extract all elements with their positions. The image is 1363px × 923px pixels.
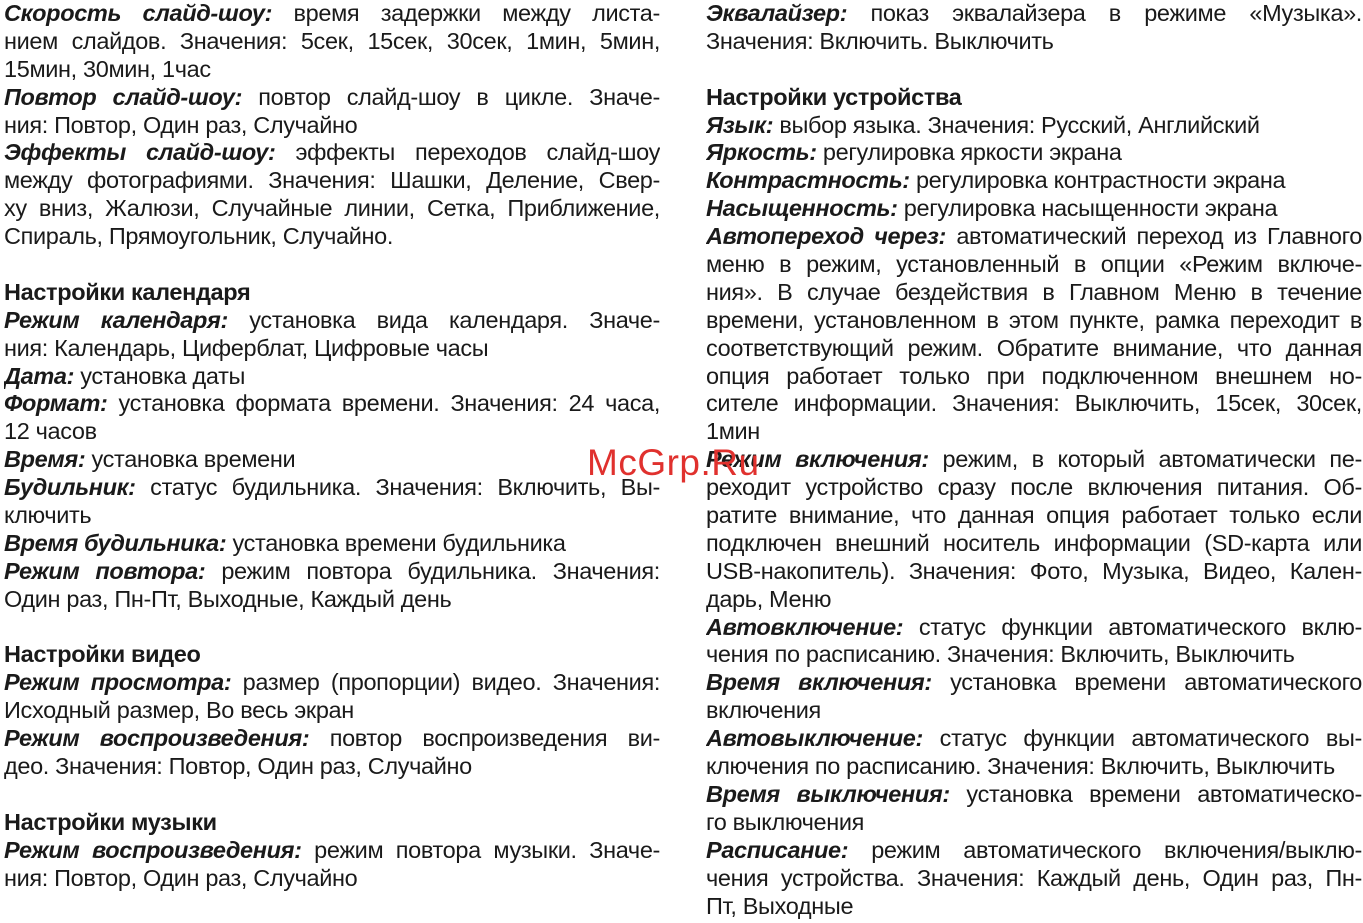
slideshow-effects-line-4: Спираль, Прямоугольник, Случайно. — [4, 223, 394, 250]
auto-off-line-2: ключения по расписанию. Значения: Включить, Выключить — [706, 753, 1335, 780]
saturation-text: регулировка насыщенности экрана — [897, 195, 1278, 222]
auto-transition-line-5: соответствующий режим. Обратите внимание, что данная — [706, 334, 1362, 361]
auto-transition-line-4: времени, установленном в этом пункте, рамка переходит в — [706, 306, 1362, 333]
slideshow-effects-line-2: между фотографиями. Значения: Шашки, Деление, Свер- — [4, 167, 660, 194]
auto-transition-line-7: сителе информации. Значения: Выключить, 15сек, 30сек, — [706, 390, 1362, 417]
spacer — [4, 614, 660, 642]
repeat-mode-term: Режим повтора: — [4, 557, 206, 584]
on-time-text: установка времени автоматического — [931, 669, 1362, 696]
power-on-mode-line-1 — [706, 446, 1362, 474]
calendar-mode-line-2: ния: Календарь, Циферблат, Цифровые часы — [4, 334, 489, 361]
time-line — [4, 446, 660, 474]
auto-off-term: Автовыключение: — [706, 725, 923, 752]
power-on-mode-line-6: дарь, Меню — [706, 585, 832, 612]
alarm-time-line — [4, 530, 660, 558]
auto-transition-line-2: меню в режим, установленный в опции «Режим включе- — [706, 251, 1362, 278]
date-line — [4, 363, 660, 391]
slideshow-speed-term: Скорость слайд-шоу: — [4, 0, 273, 26]
alarm-time-term: Время будильника: — [4, 529, 227, 556]
auto-on-line-1 — [706, 614, 1362, 642]
slideshow-effects-line-3: ху вниз, Жалюзи, Случайные линии, Сетка, Приближение, — [4, 195, 660, 222]
alarm-line-1 — [4, 474, 660, 502]
slideshow-effects-line-1 — [4, 139, 660, 167]
music-playback-line-1 — [4, 837, 660, 865]
auto-transition-line-1 — [706, 223, 1362, 251]
alarm-text: статус будильника. Значения: Включить, Вы- — [135, 474, 660, 501]
schedule-line-2: чения устройства. Значения: Каждый день, Один раз, Пн- — [706, 864, 1362, 891]
language-text: выбор языка. Значения: Русский, Английский — [773, 111, 1260, 138]
right-column — [706, 0, 1362, 920]
auto-transition-line-8: 1мин — [706, 418, 760, 445]
calendar-settings-heading: Настройки календаря — [4, 278, 251, 305]
slideshow-speed-line-1 — [4, 0, 660, 28]
power-on-mode-term: Режим включения: — [706, 446, 929, 473]
video-playback-line-2: део. Значения: Повтор, Один раз, Случайно — [4, 753, 472, 780]
auto-on-text: статус функции автоматического вклю- — [903, 613, 1362, 640]
equalizer-line-2: Значения: Включить. Выключить — [706, 27, 1054, 54]
slideshow-speed-text: время задержки между листа- — [272, 0, 660, 26]
video-playback-text: повтор воспроизведения ви- — [309, 725, 660, 752]
schedule-line-3: Пт, Выходные — [706, 892, 854, 919]
calendar-mode-text: установка вида календаря. Значе- — [227, 306, 660, 333]
video-settings-heading: Настройки видео — [4, 641, 201, 668]
on-time-term: Время включения: — [706, 669, 932, 696]
schedule-term: Расписание: — [706, 836, 849, 863]
saturation-line — [706, 195, 1362, 223]
alarm-term: Будильник: — [4, 474, 136, 501]
left-column — [4, 0, 660, 893]
schedule-text: режим автоматического включения/выклю- — [848, 836, 1362, 863]
language-line — [706, 112, 1362, 140]
power-on-mode-text: режим, в который автоматически пе- — [928, 446, 1362, 473]
music-playback-term: Режим воспроизведения: — [4, 836, 302, 863]
video-playback-line-1 — [4, 725, 660, 753]
video-playback-term: Режим воспроизведения: — [4, 725, 310, 752]
auto-on-term: Автовключение: — [706, 613, 904, 640]
slideshow-effects-term: Эффекты слайд-шоу: — [4, 139, 276, 166]
date-text: установка даты — [74, 362, 246, 389]
music-settings-heading: Настройки музыки — [4, 808, 217, 835]
language-term: Язык: — [706, 111, 774, 138]
alarm-time-text: установка времени будильника — [226, 529, 566, 556]
schedule-line-1 — [706, 837, 1362, 865]
slideshow-repeat-line-2: ния: Повтор, Один раз, Случайно — [4, 111, 358, 138]
format-line-1 — [4, 390, 660, 418]
repeat-mode-line-2: Один раз, Пн-Пт, Выходные, Каждый день — [4, 585, 452, 612]
auto-off-line-1 — [706, 725, 1362, 753]
music-playback-text: режим повтора музыки. Значе- — [301, 836, 660, 863]
time-term: Время: — [4, 446, 86, 473]
time-text: установка времени — [85, 446, 296, 473]
slideshow-speed-line-3: 15мин, 30мин, 1час — [4, 55, 211, 82]
contrast-term: Контрастность: — [706, 167, 910, 194]
repeat-mode-text: режим повтора будильника. Значения: — [205, 557, 660, 584]
on-time-line-2: включения — [706, 697, 821, 724]
power-on-mode-line-4: подключен внешний носитель информации (SD-карта или — [706, 529, 1362, 556]
view-mode-term: Режим просмотра: — [4, 669, 232, 696]
off-time-line-2: го выключения — [706, 808, 864, 835]
slideshow-repeat-text: повтор слайд-шоу в цикле. Значе- — [242, 83, 660, 110]
equalizer-text: показ эквалайзера в режиме «Музыка». — [847, 0, 1362, 26]
contrast-text: регулировка контрастности экрана — [909, 167, 1286, 194]
equalizer-term: Эквалайзер: — [706, 0, 848, 26]
brightness-term: Яркость: — [706, 139, 817, 166]
view-mode-text: размер (пропорции) видео. Значения: — [231, 669, 660, 696]
off-time-line-1 — [706, 781, 1362, 809]
format-line-2: 12 часов — [4, 418, 97, 445]
auto-transition-line-3: ния». В случае бездействия в Главном Меню в течение — [706, 278, 1362, 305]
format-text: установка формата времени. Значения: 24 часа, — [107, 390, 660, 417]
alarm-line-2: ключить — [4, 502, 92, 529]
saturation-term: Насыщенность: — [706, 195, 898, 222]
view-mode-line-1 — [4, 669, 660, 697]
brightness-text: регулировка яркости экрана — [816, 139, 1122, 166]
repeat-mode-line-1 — [4, 558, 660, 586]
off-time-text: установка времени автоматическо- — [949, 780, 1362, 807]
spacer — [4, 251, 660, 279]
watermark-text: McGrp.Ru — [587, 442, 760, 483]
power-on-mode-line-5: USB-накопитель). Значения: Фото, Музыка, Видео, Кален- — [706, 557, 1362, 584]
slideshow-speed-line-2: нием слайдов. Значения: 5сек, 15сек, 30сек, 1мин, 5мин, — [4, 27, 660, 54]
brightness-line — [706, 139, 1362, 167]
equalizer-line-1 — [706, 0, 1362, 28]
auto-off-text: статус функции автоматического вы- — [922, 725, 1362, 752]
off-time-term: Время выключения: — [706, 780, 950, 807]
slideshow-repeat-term: Повтор слайд-шоу: — [4, 83, 243, 110]
format-term: Формат: — [4, 390, 108, 417]
auto-transition-term: Автопереход через: — [706, 223, 947, 250]
spacer — [706, 56, 1362, 84]
device-settings-heading: Настройки устройства — [706, 83, 962, 110]
calendar-mode-line-1 — [4, 307, 660, 335]
slideshow-effects-text: эффекты переходов слайд-шоу — [275, 139, 660, 166]
music-playback-line-2: ния: Повтор, Один раз, Случайно — [4, 864, 358, 891]
spacer — [4, 781, 660, 809]
auto-transition-line-6: опция работает только при подключенном внешнем но- — [706, 362, 1362, 389]
slideshow-repeat-line-1 — [4, 84, 660, 112]
contrast-line — [706, 167, 1362, 195]
on-time-line-1 — [706, 669, 1362, 697]
date-term: Дата: — [4, 362, 75, 389]
view-mode-line-2: Исходный размер, Во весь экран — [4, 697, 354, 724]
power-on-mode-line-2: реходит устройство сразу после включения питания. Об- — [706, 474, 1362, 501]
auto-transition-text: автоматический переход из Главного — [946, 223, 1362, 250]
calendar-mode-term: Режим календаря: — [4, 306, 228, 333]
power-on-mode-line-3: ратите внимание, что данная опция работает только если — [706, 502, 1362, 529]
auto-on-line-2: чения по расписанию. Значения: Включить, Выключить — [706, 641, 1295, 668]
